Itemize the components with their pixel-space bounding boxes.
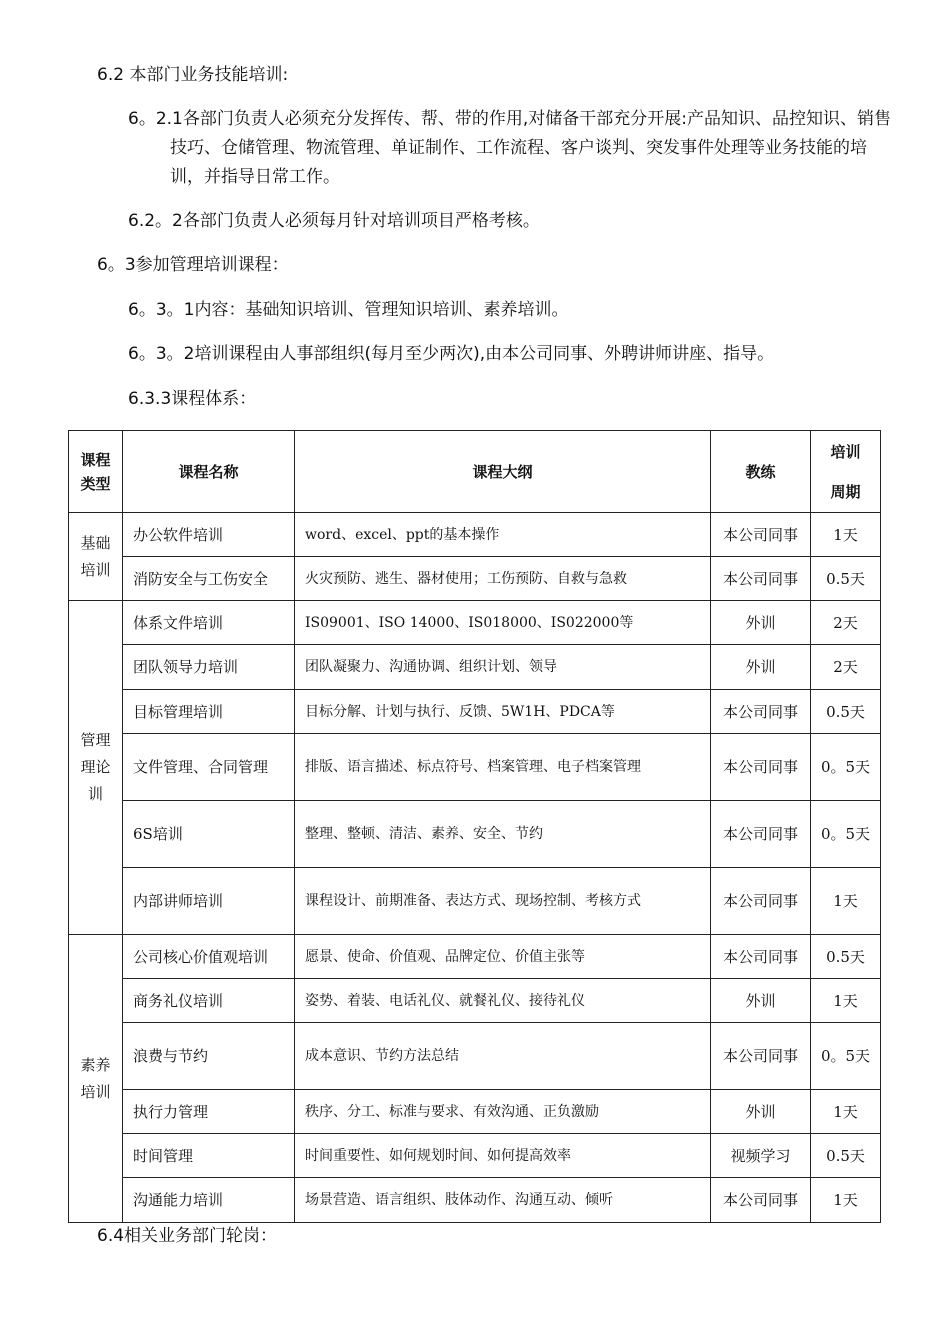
course-type-line: 理论 (80, 758, 111, 776)
course-name-cell: 体系文件培训 (123, 601, 295, 645)
section-heading-6-2: 6.2 本部门业务技能培训: (97, 65, 289, 85)
table-row (69, 690, 881, 734)
trainer-cell: 视频学习 (711, 1134, 811, 1178)
table-row (69, 1023, 881, 1090)
trainer-cell: 本公司同事 (711, 935, 811, 979)
course-type-cell (69, 513, 123, 601)
course-type-line: 培训 (80, 1082, 111, 1101)
table-row (69, 513, 881, 557)
course-name-cell: 办公软件培训 (123, 513, 295, 557)
course-outline-cell: 目标分解、计划与执行、反馈、5W1H、PDCA等 (295, 690, 711, 734)
trainer-cell: 本公司同事 (711, 1023, 811, 1090)
course-type-cell (69, 601, 123, 935)
course-outline-cell: IS09001、ISO 14000、IS018000、IS022000等 (295, 601, 711, 645)
course-name-cell: 目标管理培训 (123, 690, 295, 734)
period-cell: 2天 (811, 601, 881, 645)
course-name-cell: 时间管理 (123, 1134, 295, 1178)
course-type-line: 管理 (80, 731, 111, 749)
course-outline-cell: 姿势、着装、电话礼仪、就餐礼仪、接待礼仪 (295, 979, 711, 1023)
period-cell: 0.5天 (811, 557, 881, 601)
course-name-cell: 浪费与节约 (123, 1023, 295, 1090)
table-row (69, 645, 881, 690)
trainer-cell: 本公司同事 (711, 690, 811, 734)
header-period-line2: 周期 (830, 482, 861, 501)
course-outline-cell: word、excel、ppt的基本操作 (295, 513, 711, 557)
course-name-cell: 沟通能力培训 (123, 1178, 295, 1223)
course-type-cell (69, 935, 123, 1223)
period-cell: 2天 (811, 645, 881, 690)
trainer-cell: 本公司同事 (711, 513, 811, 557)
course-outline-cell: 课程设计、前期准备、表达方式、现场控制、考核方式 (295, 868, 711, 935)
header-course-outline: 课程大纲 (295, 431, 711, 513)
trainer-cell: 本公司同事 (711, 801, 811, 868)
header-trainer: 教练 (711, 431, 811, 513)
course-outline-cell: 排版、语言描述、标点符号、档案管理、电子档案管理 (295, 734, 711, 801)
table-row (69, 1178, 881, 1223)
table-row (69, 935, 881, 979)
period-cell: 0。5天 (811, 801, 881, 868)
course-name-cell: 文件管理、合同管理 (123, 734, 295, 801)
period-cell: 0。5天 (811, 734, 881, 801)
paragraph-6-2-1: 6。2.1各部门负责人必须充分发挥传、帮、带的作用,对储备干部充分开展:产品知识、品控知识、销售技巧、仓储管理、物流管理、单证制作、工作流程、客户谈判、突发事件处理等业务技能的培训，并指导日常工作。 (128, 109, 891, 187)
period-cell: 1天 (811, 1090, 881, 1134)
paragraph-6-3-2: 6。3。2培训课程由人事部组织(每月至少两次),由本公司同事、外聘讲师讲座、指导。 (128, 344, 775, 364)
trainer-cell: 本公司同事 (711, 868, 811, 935)
course-type-line: 素养 (80, 1055, 111, 1074)
section-heading-6-4: 6.4相关业务部门轮岗： (97, 1226, 278, 1246)
table-row (69, 1090, 881, 1134)
table-row (69, 601, 881, 645)
period-cell: 1天 (811, 868, 881, 935)
header-course-name: 课程名称 (123, 431, 295, 513)
course-system-table (68, 430, 881, 1223)
course-type-line: 基础 (80, 533, 111, 552)
course-outline-cell: 整理、整顿、清洁、素养、安全、节约 (295, 801, 711, 868)
table-row (69, 801, 881, 868)
trainer-cell: 本公司同事 (711, 557, 811, 601)
paragraph-6-3-3: 6.3.3课程体系： (128, 389, 257, 409)
table-row (69, 868, 881, 935)
course-type-line: 训 (87, 785, 103, 803)
header-course-type (69, 431, 123, 513)
course-name-cell: 执行力管理 (123, 1090, 295, 1134)
course-outline-cell: 场景营造、语言组织、肢体动作、沟通互动、倾听 (295, 1178, 711, 1223)
course-outline-cell: 成本意识、节约方法总结 (295, 1023, 711, 1090)
course-outline-cell: 愿景、使命、价值观、品牌定位、价值主张等 (295, 935, 711, 979)
table-header-row (69, 431, 881, 513)
table-row (69, 557, 881, 601)
course-type-line: 培训 (80, 560, 111, 579)
period-cell: 0.5天 (811, 1134, 881, 1178)
header-course-type-line1: 课程 (80, 450, 111, 469)
course-name-cell: 团队领导力培训 (123, 645, 295, 690)
header-course-type-line2: 类型 (80, 474, 111, 493)
paragraph-6-2-2: 6.2。2各部门负责人必须每月针对培训项目严格考核。 (128, 211, 540, 231)
trainer-cell: 外训 (711, 601, 811, 645)
header-period (811, 431, 881, 513)
trainer-cell: 外训 (711, 979, 811, 1023)
period-cell: 1天 (811, 513, 881, 557)
header-period-line1: 培训 (830, 442, 861, 461)
section-heading-6-3: 6。3参加管理培训课程： (97, 255, 289, 275)
period-cell: 0.5天 (811, 935, 881, 979)
course-name-cell: 6S培训 (123, 801, 295, 868)
course-outline-cell: 团队凝聚力、沟通协调、组织计划、领导 (295, 645, 711, 690)
trainer-cell: 外训 (711, 645, 811, 690)
course-name-cell: 内部讲师培训 (123, 868, 295, 935)
course-outline-cell: 火灾预防、逃生、器材使用；工伤预防、自救与急救 (295, 557, 711, 601)
period-cell: 1天 (811, 1178, 881, 1223)
table-row (69, 979, 881, 1023)
period-cell: 0。5天 (811, 1023, 881, 1090)
course-name-cell: 商务礼仪培训 (123, 979, 295, 1023)
table-row (69, 734, 881, 801)
course-outline-cell: 秩序、分工、标准与要求、有效沟通、正负激励 (295, 1090, 711, 1134)
trainer-cell: 外训 (711, 1090, 811, 1134)
trainer-cell: 本公司同事 (711, 1178, 811, 1223)
course-name-cell: 公司核心价值观培训 (123, 935, 295, 979)
table-row (69, 1134, 881, 1178)
period-cell: 1天 (811, 979, 881, 1023)
trainer-cell: 本公司同事 (711, 734, 811, 801)
period-cell: 0.5天 (811, 690, 881, 734)
paragraph-6-3-1: 6。3。1内容：基础知识培训、管理知识培训、素养培训。 (128, 300, 569, 320)
course-outline-cell: 时间重要性、如何规划时间、如何提高效率 (295, 1134, 711, 1178)
course-name-cell: 消防安全与工伤安全 (123, 557, 295, 601)
